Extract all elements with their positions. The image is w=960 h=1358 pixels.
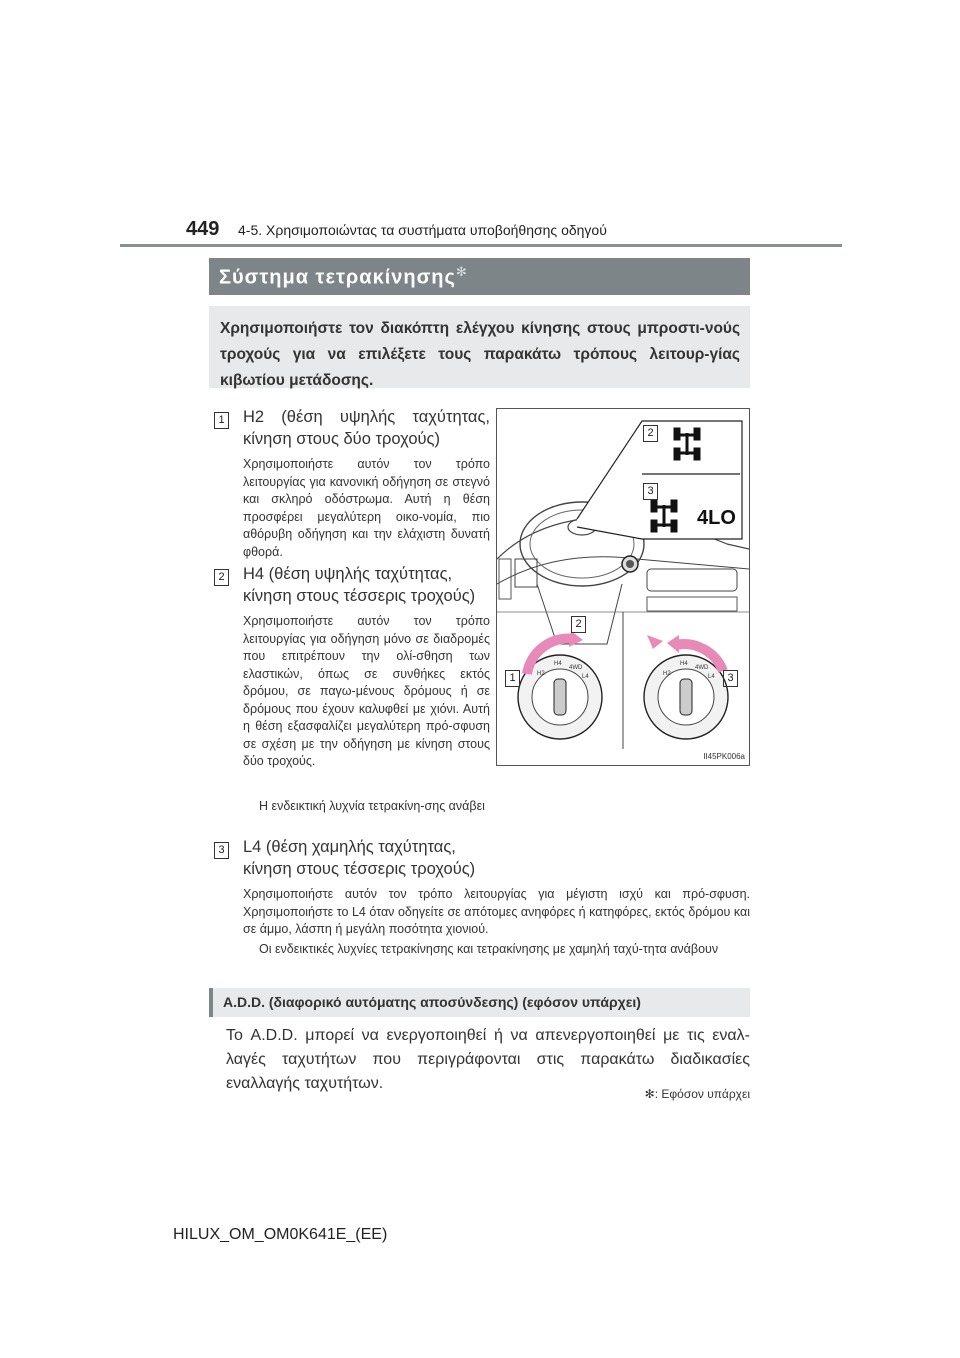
- header-rule: [120, 244, 842, 247]
- dial-mark-l4-right: L4: [708, 674, 715, 680]
- document-code-footer: HILUX_OM_OM0K641E_(EE): [173, 1226, 388, 1243]
- footnote: ✻: Εφόσον υπάρχει: [644, 1087, 750, 1101]
- chapter-title: 4-5. Χρησιμοποιώντας τα συστήματα υποβοήθησης οδηγού: [238, 222, 607, 238]
- page-number: 449: [186, 218, 220, 240]
- intro-box: [209, 306, 750, 388]
- item-title-h4: H4 (θέση υψηλής ταχύτητας, κίνηση στους τέσσερις τροχούς): [243, 565, 476, 605]
- callout-3-top: 3: [643, 481, 658, 500]
- dial-mark-l4: L4: [582, 674, 589, 680]
- add-section-body: Το A.D.D. μπορεί να ενεργοποιηθεί ή να απενεργοποιηθεί με τις εναλ-λαγές ταχυτήτων που περιγράφονται στις παρακάτω διαδικασίες εναλλαγής ταχυτήτων.: [226, 1027, 750, 1092]
- asterisk-mark: ✻: [455, 264, 468, 279]
- section-title-bar: [209, 258, 750, 295]
- add-section-title: A.D.D. (διαφορικό αυτόματης αποσύνδεσης) (εφόσον υπάρχει): [223, 994, 641, 1010]
- 4lo-label: 4LO: [697, 507, 736, 529]
- callout-2-dial: 2: [571, 614, 586, 633]
- callout-1-dial: 1: [505, 668, 520, 687]
- item-number-1: 1: [214, 410, 229, 429]
- dial-mark-h4: H4: [554, 661, 562, 667]
- item-note-l4: Οι ενδεικτικές λυχνίες τετρακίνησης και τετρακίνησης με χαμηλή ταχύ-τητα ανάβουν: [259, 942, 719, 956]
- callout-2-top: 2: [643, 423, 658, 442]
- dial-mark-h4-right: H4: [680, 661, 688, 667]
- item-body-h4: Χρησιμοποιήστε αυτόν τον τρόπο λειτουργίας για οδήγηση μόνο σε διαδρομές που επιτρέπουν την ολί-σθηση των ελαστικών, όπως σε συνθήκες εκτός δρόμου, σε παγω-μένους δρόμους ή σε δρόμους που έχουν καλυφθεί με χιόνι. Αυτή η θέση εξασφαλίζει μεγαλύτερη πρό-σφυση σε σχέση με την οδήγηση με κίνηση στους δύο τροχούς.: [243, 614, 490, 768]
- item-title-l4: L4 (θέση χαμηλής ταχύτητας, κίνηση στους τέσσερις τροχούς): [243, 838, 476, 878]
- item-number-3: 3: [214, 840, 229, 859]
- item-body-h2: Χρησιμοποιήστε αυτόν τον τρόπο λειτουργίας για κανονική οδήγηση σε στεγνό και σκληρό οδόστρωμα. Αυτή η θέση προσφέρει μεγαλύτερη οικο-νομία, πιο αθόρυβη οδήγηση και την ελάχιστη δυνατή φθορά.: [243, 457, 490, 559]
- intro-text: Χρησιμοποιήστε τον διακόπτη ελέγχου κίνησης στους μπροστι-νούς τροχούς για να επιλέξετε τους παρακάτω τρόπους λειτουρ-γίας κιβωτίου μετάδοσης.: [220, 320, 740, 389]
- dial-mark-4wd: 4WD: [569, 665, 583, 671]
- item-number-2: 2: [214, 567, 229, 586]
- item-title-h2: H2 (θέση υψηλής ταχύτητας, κίνηση στους δύο τροχούς): [243, 408, 490, 448]
- callout-3-dial: 3: [723, 668, 738, 687]
- figure-code: II45PK006a: [703, 752, 745, 761]
- drive-switch-illustration: [496, 408, 750, 766]
- dial-mark-4wd-right: 4WD: [695, 665, 709, 671]
- dial-mark-h2: H2: [537, 671, 545, 677]
- dial-mark-h2-right: H2: [663, 671, 671, 677]
- add-section-bar: [209, 988, 750, 1017]
- page-title: Σύστημα τετρακίνησης✻: [219, 264, 468, 289]
- item-note-h4: Η ενδεικτική λυχνία τετρακίνη-σης ανάβει: [259, 799, 485, 813]
- item-body-l4: Χρησιμοποιήστε αυτόν τον τρόπο λειτουργίας για μέγιστη ισχύ και πρό-σφυση. Χρησιμοποιήστε το L4 όταν οδηγείτε σε απότομες ανηφόρες ή κατηφόρες, εκτός δρόμου και σε άμμο, λάσπη ή μεγάλη ποσότητα χιονιού.: [243, 887, 750, 936]
